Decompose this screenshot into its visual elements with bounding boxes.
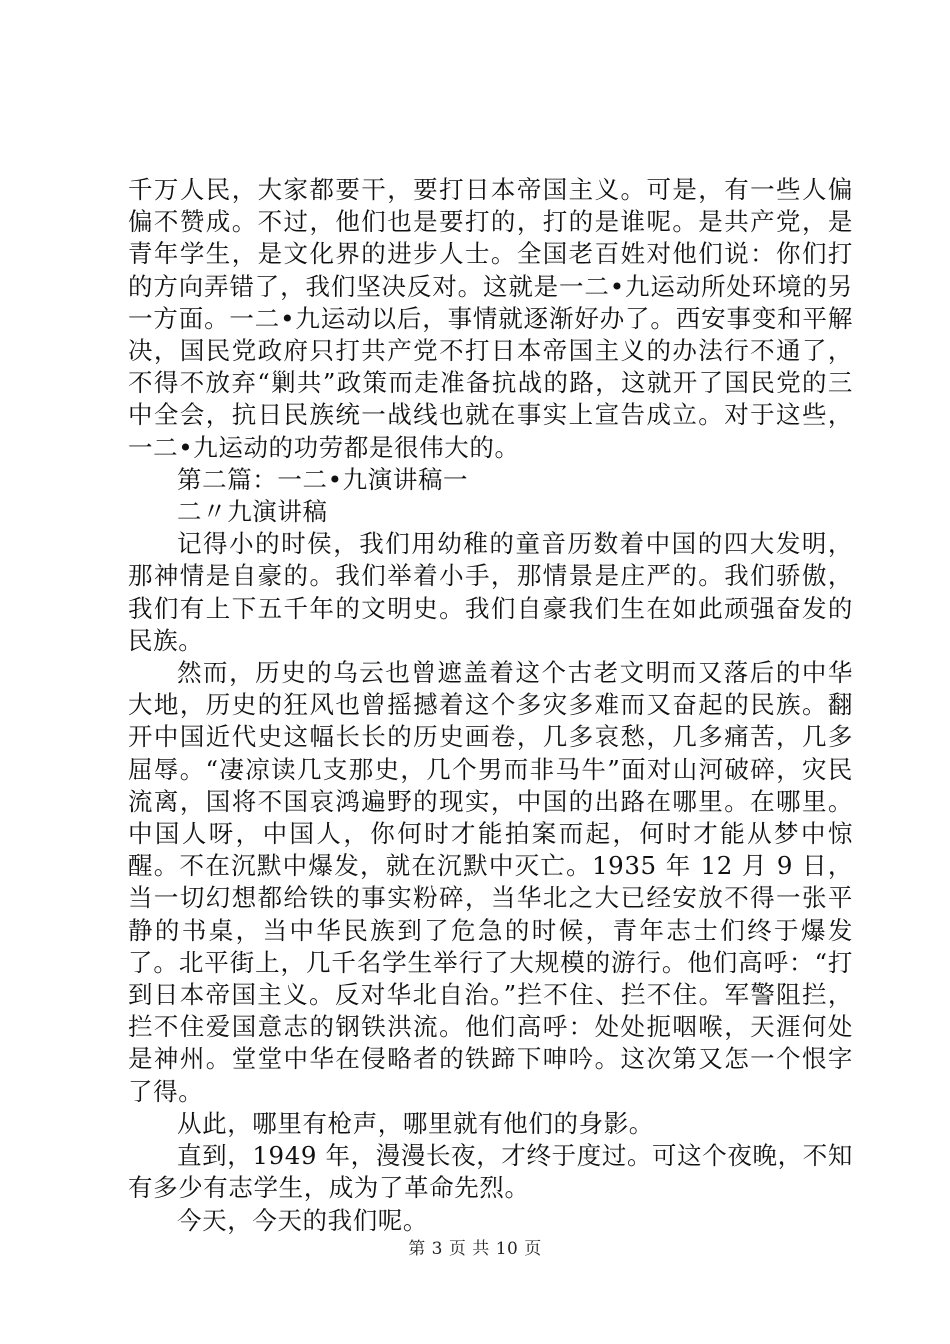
document-body: [128, 174, 853, 1237]
paragraph-continuation: 千万人民，大家都要干，要打日本帝国主义。可是，有一些人偏偏不赞成。不过，他们也是要打的，打的是谁呢。是共产党，是青年学生，是文化界的进步人士。全国老百姓对他们说：你们打的方向弄错了，我们坚决反对。这就是一二•九运动所处环境的另一方面。一二•九运动以后，事情就逐渐好办了。西安事变和平解决，国民党政府只打共产党不打日本帝国主义的办法行不通了，不得不放弃“剿共”政策而走准备抗战的路，这就开了国民党的三中全会，抗日民族统一战线也就在事实上宣告成立。对于这些，一二•九运动的功劳都是很伟大的。: [128, 175, 853, 462]
speech-title: 二〃九演讲稿: [177, 497, 328, 527]
paragraph: 然而，历史的乌云也曾遮盖着这个古老文明而又落后的中华大地，历史的狂风也曾摇撼着这个多灾多难而又奋起的民族。翻开中国近代史这幅长长的历史画卷，几多哀愁，几多痛苦，几多屈辱。“凄凉读几支那史，几个男而非马牛”面对山河破碎，灾民流离，国将不国哀鸿遍野的现实，中国的出路在哪里。在哪里。中国人呀，中国人，你何时才能拍案而起，何时才能从梦中惊醒。不在沉默中爆发，就在沉默中灭亡。1935 年 12 月 9 日，当一切幻想都给铁的事实粉碎，当华北之大已经安放不得一张平静的书桌，当中华民族到了危急的时候，青年志士们终于爆发了。北平街上，几千名学生举行了大规模的游行。他们高呼：“打到日本帝国主义。反对华北自治。”拦不住、拦不住。军警阻拦，拦不住爱国意志的钢铁洪流。他们高呼：处处扼咽喉，天涯何处是神州。堂堂中华在侵略者的铁蹄下呻吟。这次第又怎一个恨字了得。: [128, 658, 853, 1106]
paragraph: 从此，哪里有枪声，哪里就有他们的身影。: [177, 1108, 654, 1138]
page-footer: 第 3 页 共 10 页: [408, 1239, 542, 1259]
section-heading: 第二篇：一二•九演讲稿一: [177, 464, 469, 494]
paragraph: 记得小的时侯，我们用幼稚的童音历数着中国的四大发明，那神情是自豪的。我们举着小手，那情景是庄严的。我们骄傲，我们有上下五千年的文明史。我们自豪我们生在如此顽强奋发的民族。: [128, 529, 853, 655]
paragraph: 直到，1949 年，漫漫长夜，才终于度过。可这个夜晚，不知有多少有志学生，成为了革命先烈。: [128, 1141, 853, 1203]
paragraph: 今天，今天的我们呢。: [177, 1205, 428, 1235]
